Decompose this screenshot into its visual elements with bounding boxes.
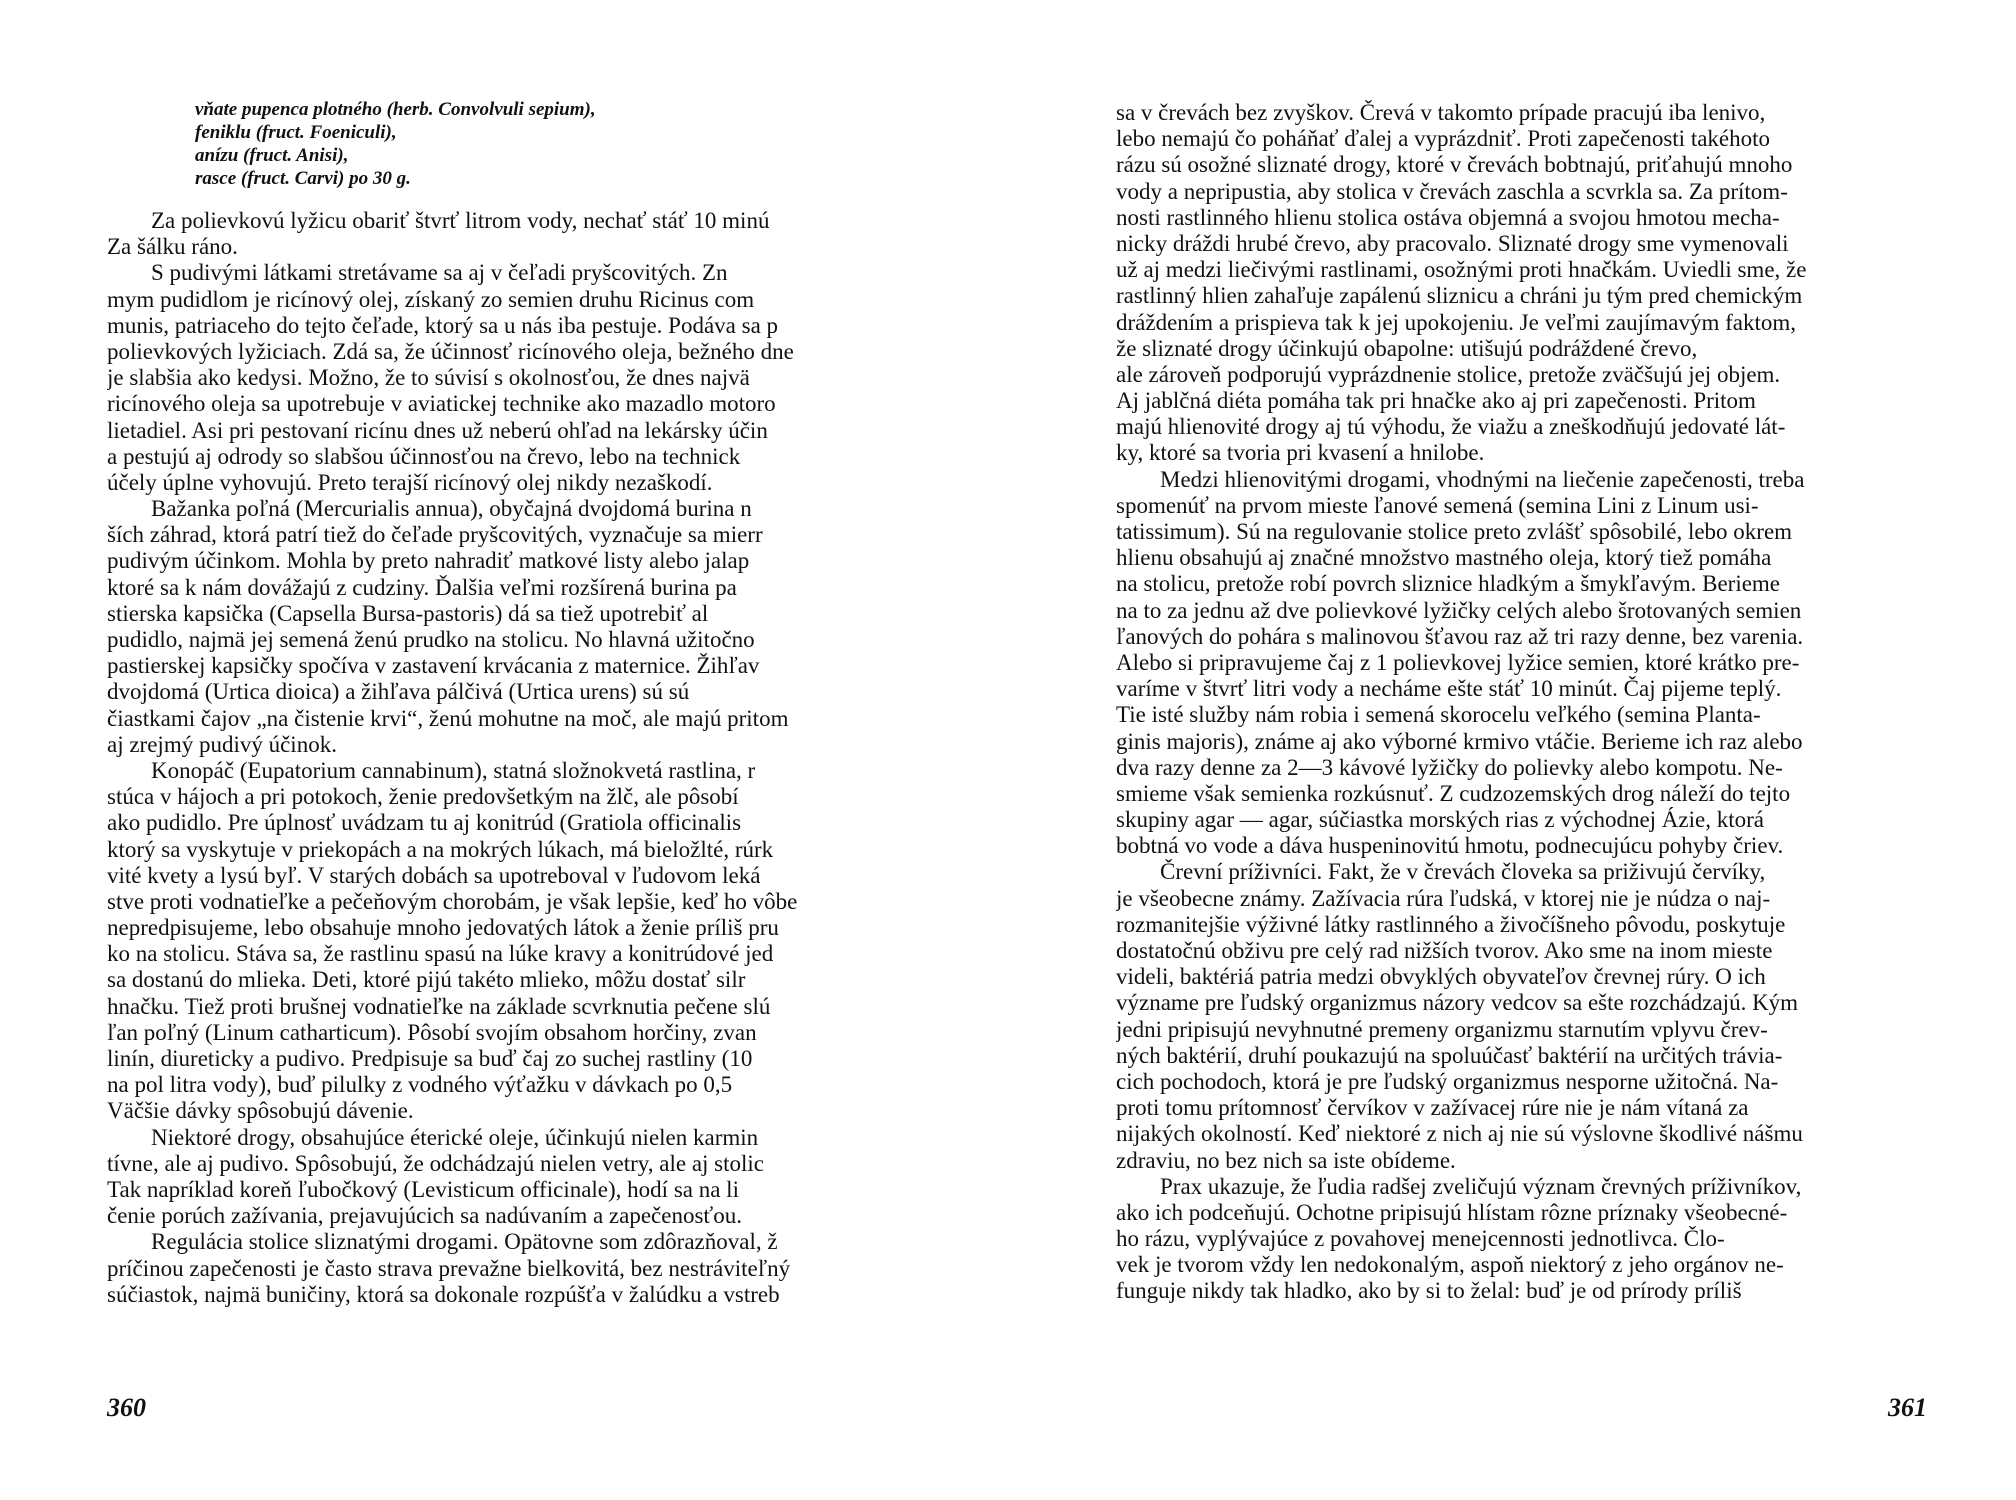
text-line: ktorý sa vyskytuje v priekopách a na mokrých lúkach, má bieložlté, rúrk	[107, 836, 774, 862]
text-line: smieme však semienka rozkúsnuť. Z cudzozemských drog náleží do tejto	[1116, 780, 1791, 806]
text-line: S pudivými látkami stretávame sa aj v čeľadi pryšcovitých. Zn	[151, 260, 728, 286]
text-line: lietadiel. Asi pri pestovaní ricínu dnes už neberú ohľad na lekársky účin	[107, 417, 768, 443]
text-line: Bažanka poľná (Mercurialis annua), obyčajná dvojdomá burina n	[151, 496, 752, 522]
text-line: videli, baktériá patria medzi obvyklých obyvateľov črevnej rúry. O ich	[1116, 964, 1766, 990]
text-line: lebo nemajú čo poháňať ďalej a vyprázdniť. Proti zapečenosti takéhoto	[1116, 126, 1771, 152]
text-line: ricínového oleja sa upotrebuje v aviatickej technike ako mazadlo motoro	[107, 391, 776, 417]
text-line: zdraviu, no bez nich sa iste obídeme.	[1116, 1147, 1456, 1173]
text-line: súčiastok, najmä buničiny, ktorá sa dokonale rozpúšťa v žalúdku a vstreb	[107, 1281, 780, 1307]
text-line: Prax ukazuje, že ľudia radšej zveličujú význam črevných príživníkov,	[1160, 1173, 1802, 1199]
text-line: na to za jednu až dve polievkové lyžičky celých alebo šrotovaných semien	[1116, 597, 1802, 623]
text-line: ktoré sa k nám dovážajú z cudziny. Ďalšia veľmi rozšírená burina pa	[107, 574, 737, 600]
text-line: už aj medzi liečivými rastlinami, osožnými proti hnačkám. Uviedli sme, že	[1116, 257, 1807, 283]
text-line: Alebo si pripravujeme čaj z 1 polievkovej lyžice semien, ktoré krátko pre-	[1116, 649, 1800, 675]
page-number-left: 360	[107, 1393, 146, 1422]
text-line: sa dostanú do mlieka. Deti, ktoré pijú takéto mlieko, môžu dostať silr	[107, 967, 746, 993]
text-line: hlienu obsahujú aj značné množstvo mastného oleja, ktorý tiež pomáha	[1116, 545, 1772, 571]
text-line: funguje nikdy tak hladko, ako by si to želal: buď je od prírody príliš	[1116, 1278, 1742, 1304]
text-line: pudivým účinkom. Mohla by preto nahradiť matkové listy alebo jalap	[107, 548, 750, 574]
text-line: vňate pupenca plotného (herb. Convolvuli sepium),	[195, 99, 596, 120]
page-number-right: 361	[1888, 1393, 1927, 1422]
text-line: Za polievkovú lyžicu obariť štvrť litrom vody, nechať stáť 10 minú	[151, 208, 770, 233]
right-page-body	[1116, 100, 1924, 1305]
text-line: tatissimum). Sú na regulovanie stolice preto zvlášť spôsobilé, lebo okrem	[1116, 519, 1793, 544]
ingredient-list	[195, 98, 795, 190]
text-line: ho rázu, vyplývajúce z povahovej menejcennosti jednotlivca. Člo-	[1116, 1226, 1725, 1252]
text-line: sa v črevách bez zvyškov. Črevá v takomto prípade pracujú iba lenivo,	[1116, 100, 1766, 125]
text-line: vody a nepripustia, aby stolica v črevách zaschla a scvrkla sa. Za prítom-	[1116, 178, 1788, 204]
text-line: ky, ktoré sa tvoria pri kvasení a hnilobe.	[1116, 440, 1485, 466]
text-line: majú hlienovité drogy aj tú výhodu, že viažu a zneškodňujú jedovaté lát-	[1116, 414, 1786, 440]
text-line: Regulácia stolice sliznatými drogami. Opätovne som zdôrazňoval, ž	[151, 1229, 778, 1255]
text-line: cich pochodoch, ktorá je pre ľudský organizmus nesporne užitočná. Na-	[1116, 1068, 1779, 1094]
text-line: munis, patriaceho do tejto čeľade, ktorý sa u nás iba pestuje. Podáva sa p	[107, 312, 779, 338]
text-line: nicky dráždi hrubé črevo, aby pracovalo. Sliznaté drogy sme vymenovali	[1116, 230, 1789, 256]
text-line: varíme v štvrť litri vody a necháme ešte stáť 10 minút. Čaj pijeme teplý.	[1116, 676, 1782, 702]
text-line: ale zároveň podporujú vyprázdnenie stolice, pretože zväčšujú jej objem.	[1116, 361, 1781, 387]
text-line: bobtná vo vode a dáva huspeninovitú hmotu, podnecujúcu pohyby čriev.	[1116, 833, 1784, 859]
text-line: príčinou zapečenosti je často strava prevažne bielkovitá, bez nestráviteľný	[107, 1255, 791, 1281]
text-line: nosti rastlinného hlienu stolica ostáva objemná a svojou hmotou mecha-	[1116, 204, 1780, 230]
text-line: mym pudidlom je ricínový olej, získaný zo semien druhu Ricinus com	[107, 286, 755, 312]
text-line: dostatočnú obživu pre celý rad nižších tvorov. Ako sme na inom mieste	[1116, 938, 1773, 963]
text-line: význame pre ľudský organizmus názory vedcov sa ešte rozchádzajú. Kým	[1116, 990, 1799, 1016]
text-line: Črevní príživníci. Fakt, že v črevách človeka sa priživujú červíky,	[1160, 859, 1766, 885]
text-line: hnačku. Tiež proti brušnej vodnatieľke na základe scvrknutia pečene slú	[107, 993, 771, 1019]
text-line: linín, diureticky a pudivo. Predpisuje sa buď čaj zo suchej rastliny (10	[107, 1046, 753, 1071]
text-line: ších záhrad, ktorá patrí tiež do čeľade pryšcovitých, vyznačuje sa mierr	[107, 522, 763, 548]
text-line: proti tomu prítomnosť červíkov v zažívacej rúre nie je nám vítaná za	[1116, 1095, 1749, 1121]
text-line: rázu sú osožné sliznaté drogy, ktoré v črevách bobtnajú, priťahujú mnoho	[1116, 152, 1793, 178]
text-line: Tie isté služby nám robia i semená skorocelu veľkého (semina Planta-	[1116, 702, 1761, 728]
text-line: ľanových do pohára s malinovou šťavou raz až tri razy denne, bez varenia.	[1116, 623, 1804, 649]
text-line: skupiny agar — agar, súčiastka morských rias z východnej Ázie, ktorá	[1116, 807, 1764, 833]
text-line: na stolicu, pretože robí povrch sliznice hladkým a šmykľavým. Berieme	[1116, 571, 1781, 597]
text-line: Konopáč (Eupatorium cannabinum), statná složnokvetá rastlina, r	[151, 757, 756, 783]
text-line: dvojdomá (Urtica dioica) a žihľava pálčivá (Urtica urens) sú sú	[107, 679, 690, 705]
text-line: Aj jablčná diéta pomáha tak pri hnačke ako aj pri zapečenosti. Pritom	[1116, 388, 1756, 414]
text-line: aj zrejmý pudivý účinok.	[107, 731, 337, 757]
text-line: spomenúť na prvom mieste ľanové semená (semina Lini z Linum usi-	[1116, 492, 1759, 518]
text-line: na pol litra vody), buď pilulky z vodného výťažku v dávkach po 0,5	[107, 1072, 733, 1098]
text-line: je slabšia ako kedysi. Možno, že to súvisí s okolnosťou, že dnes najvä	[107, 365, 750, 391]
text-line: Tak napríklad koreň ľubočkový (Levisticum officinale), hodí sa na li	[107, 1176, 739, 1202]
text-line: Väčšie dávky spôsobujú dávenie.	[107, 1098, 414, 1124]
text-line: ko na stolicu. Stáva sa, že rastlinu spasú na lúke kravy a konitrúdové jed	[107, 941, 774, 967]
text-line: tívne, ale aj pudivo. Spôsobujú, že odchádzajú nielen vetry, ale aj stolic	[107, 1150, 765, 1176]
text-line: jedni pripisujú nevyhnutné premeny organizmu starnutím vplyvu črev-	[1116, 1016, 1768, 1042]
text-line: dráždením a prispieva tak k jej upokojeniu. Je veľmi zaujímavým faktom,	[1116, 309, 1796, 335]
text-line: rozmanitejšie výživné látky rastlinného a živočíšneho pôvodu, poskytuje	[1116, 911, 1786, 937]
text-line: vek je tvorom vždy len nedokonalým, aspoň niektorý z jeho orgánov ne-	[1116, 1252, 1784, 1278]
text-line: stve proti vodnatieľke a pečeňovým chorobám, je však lepšie, keď ho vôbe	[107, 888, 798, 914]
text-line: pastierskej kapsičky spočíva v zastavení krvácania z maternice. Žihľav	[107, 653, 760, 679]
text-line: feniklu (fruct. Foeniculi),	[195, 122, 397, 143]
text-line: ako pudidlo. Pre úplnosť uvádzam tu aj konitrúd (Gratiola officinalis	[107, 810, 742, 836]
text-line: rasce (fruct. Carvi) po 30 g.	[195, 168, 411, 189]
text-line: že sliznaté drogy účinkujú obapolne: utišujú podráždené črevo,	[1116, 335, 1698, 361]
right-page	[1008, 0, 2016, 1500]
text-line: polievkových lyžiciach. Zdá sa, že účinnosť ricínového oleja, bežného dne	[107, 338, 794, 364]
text-line: čiastkami čajov „na čistenie krvi“, ženú mohutne na moč, ale majú pritom	[107, 705, 789, 731]
text-line: Za šálku ráno.	[107, 234, 238, 260]
text-line: čenie porúch zažívania, prejavujúcich sa nadúvaním a zapečenosťou.	[107, 1203, 743, 1229]
text-line: účely úplne vyhovujú. Preto terajší ricínový olej nikdy nezaškodí.	[107, 469, 713, 495]
text-line: rastlinný hlien zahaľuje zapálenú sliznicu a chráni ju tým pred chemickým	[1116, 283, 1803, 309]
text-line: stierska kapsička (Capsella Bursa-pastoris) dá sa tiež upotrebiť al	[107, 600, 709, 626]
text-line: nepredpisujeme, lebo obsahuje mnoho jedovatých látok a ženie príliš pru	[107, 915, 779, 941]
text-line: nijakých okolností. Keď niektoré z nich aj nie sú výslovne škodlivé nášmu	[1116, 1121, 1803, 1147]
text-line: stúca v hájoch a pri potokoch, ženie predovšetkým na žlč, ale pôsobí	[107, 784, 739, 810]
text-line: ako ich podceňujú. Ochotne pripisujú hlístam rôzne príznaky všeobecné-	[1116, 1199, 1788, 1225]
text-line: dva razy denne za 2—3 kávové lyžičky do polievky alebo kompotu. Ne-	[1116, 754, 1783, 780]
text-line: ľan poľný (Linum catharticum). Pôsobí svojím obsahom horčiny, zvan	[107, 1019, 757, 1045]
text-line: ginis majoris), známe aj ako výborné krmivo vtáčie. Berieme ich raz alebo	[1116, 728, 1803, 754]
text-line: Niektoré drogy, obsahujúce éterické oleje, účinkujú nielen karmin	[151, 1124, 759, 1150]
text-line: vité kvety a lysú byľ. V starých dobách sa upotreboval v ľudovom leká	[107, 862, 761, 888]
text-line: Medzi hlienovitými drogami, vhodnými na liečenie zapečenosti, treba	[1160, 466, 1805, 492]
text-line: ných baktérií, druhí poukazujú na spoluúčasť baktérií na určitých trávia-	[1116, 1042, 1783, 1068]
left-page-body	[107, 208, 915, 1308]
text-line: pudidlo, najmä jej semená ženú prudko na stolicu. No hlavná užitočno	[107, 627, 755, 652]
text-line: je všeobecne známy. Zažívacia rúra ľudská, v ktorej nie je núdza o naj-	[1116, 885, 1771, 911]
text-line: anízu (fruct. Anisi),	[195, 145, 349, 166]
text-line: a pestujú aj odrody so slabšou účinnosťou na črevo, lebo na technick	[107, 443, 741, 469]
